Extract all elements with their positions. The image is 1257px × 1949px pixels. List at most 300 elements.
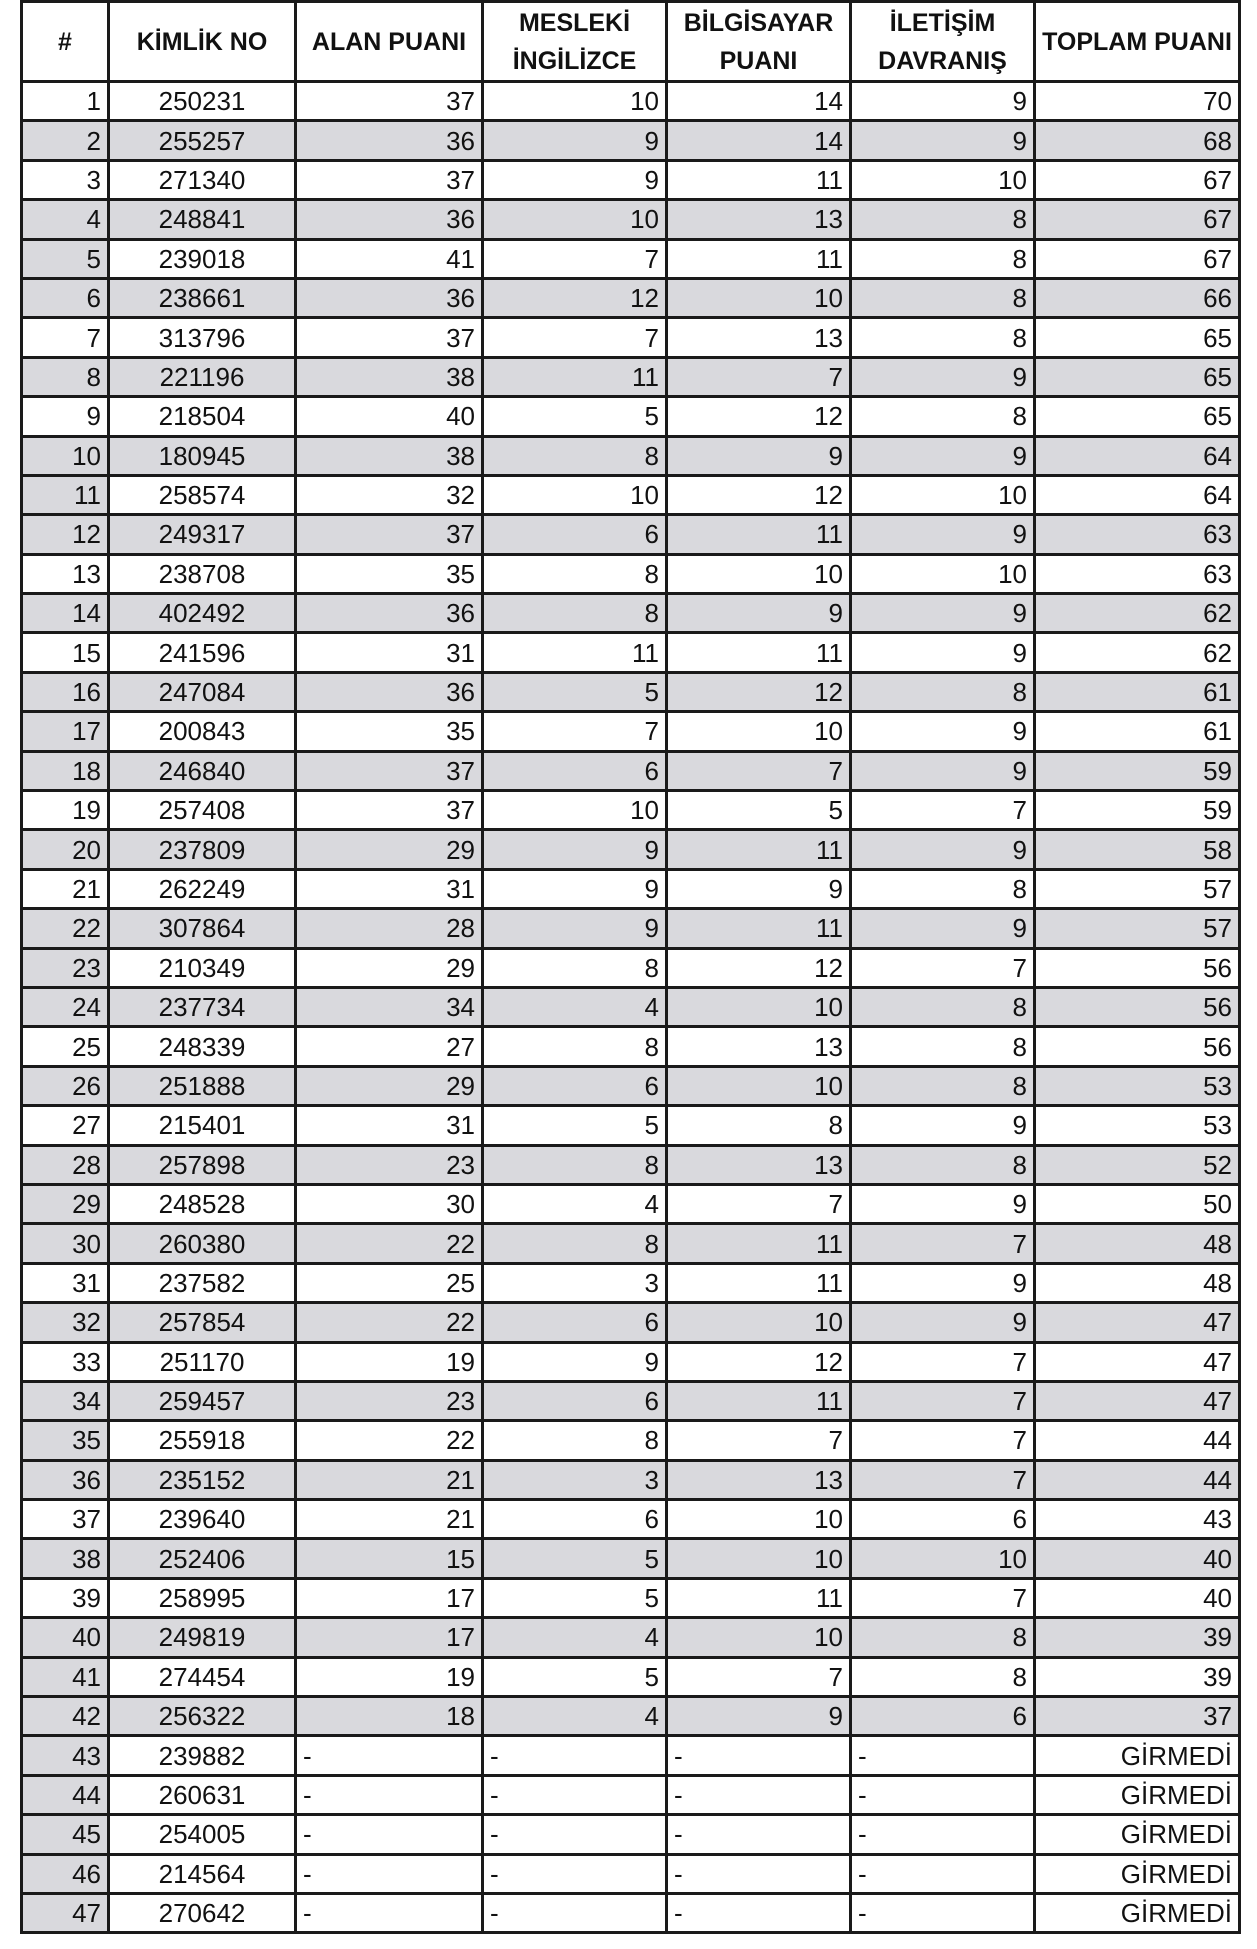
- cell-kimlik-no: 237734: [109, 987, 296, 1026]
- cell-index: 22: [22, 909, 109, 948]
- cell-mesleki-ingilizce: 6: [483, 1303, 667, 1342]
- cell-kimlik-no: 248841: [109, 200, 296, 239]
- cell-alan-puani: 36: [296, 121, 483, 160]
- cell-kimlik-no: 238708: [109, 554, 296, 593]
- cell-kimlik-no: 215401: [109, 1106, 296, 1145]
- cell-kimlik-no: 307864: [109, 909, 296, 948]
- cell-toplam-puani: 58: [1035, 830, 1240, 869]
- cell-index: 27: [22, 1106, 109, 1145]
- cell-mesleki-ingilizce: 8: [483, 594, 667, 633]
- table-row: [22, 357, 1240, 396]
- cell-kimlik-no: 257408: [109, 791, 296, 830]
- cell-kimlik-no: 257898: [109, 1145, 296, 1184]
- table-row: [22, 909, 1240, 948]
- cell-mesleki-ingilizce: 9: [483, 1342, 667, 1381]
- cell-bilgisayar-puani: 11: [667, 160, 851, 199]
- cell-kimlik-no: 274454: [109, 1657, 296, 1696]
- cell-toplam-puani: 62: [1035, 594, 1240, 633]
- cell-bilgisayar-puani: 9: [667, 594, 851, 633]
- cell-iletisim-davranis: 8: [851, 1027, 1035, 1066]
- cell-iletisim-davranis: 9: [851, 633, 1035, 672]
- cell-alan-puani: 36: [296, 200, 483, 239]
- cell-iletisim-davranis: -: [851, 1775, 1035, 1814]
- cell-iletisim-davranis: 9: [851, 712, 1035, 751]
- cell-iletisim-davranis: 9: [851, 909, 1035, 948]
- cell-kimlik-no: 239882: [109, 1736, 296, 1775]
- cell-iletisim-davranis: 9: [851, 357, 1035, 396]
- cell-mesleki-ingilizce: 8: [483, 1421, 667, 1460]
- cell-kimlik-no: 235152: [109, 1460, 296, 1499]
- cell-bilgisayar-puani: 10: [667, 278, 851, 317]
- table-row: [22, 1500, 1240, 1539]
- cell-toplam-puani: 59: [1035, 791, 1240, 830]
- cell-toplam-puani: 44: [1035, 1460, 1240, 1499]
- cell-mesleki-ingilizce: 6: [483, 751, 667, 790]
- cell-alan-puani: 23: [296, 1381, 483, 1420]
- table-row: [22, 1303, 1240, 1342]
- cell-toplam-puani: GİRMEDİ: [1035, 1854, 1240, 1893]
- cell-index: 12: [22, 515, 109, 554]
- cell-toplam-puani: 70: [1035, 82, 1240, 121]
- table-row: [22, 1066, 1240, 1105]
- cell-mesleki-ingilizce: 5: [483, 1657, 667, 1696]
- cell-iletisim-davranis: 7: [851, 1421, 1035, 1460]
- cell-iletisim-davranis: -: [851, 1815, 1035, 1854]
- cell-bilgisayar-puani: -: [667, 1775, 851, 1814]
- cell-toplam-puani: 39: [1035, 1657, 1240, 1696]
- cell-alan-puani: 19: [296, 1342, 483, 1381]
- cell-iletisim-davranis: 8: [851, 200, 1035, 239]
- table-row: [22, 1893, 1240, 1932]
- table-row: [22, 1618, 1240, 1657]
- cell-mesleki-ingilizce: 3: [483, 1263, 667, 1302]
- cell-iletisim-davranis: 9: [851, 1106, 1035, 1145]
- cell-bilgisayar-puani: 13: [667, 318, 851, 357]
- cell-iletisim-davranis: 7: [851, 791, 1035, 830]
- cell-index: 21: [22, 869, 109, 908]
- cell-index: 47: [22, 1893, 109, 1932]
- cell-bilgisayar-puani: 10: [667, 554, 851, 593]
- cell-alan-puani: 15: [296, 1539, 483, 1578]
- cell-index: 25: [22, 1027, 109, 1066]
- header-toplam-puani: TOPLAM PUANI: [1035, 2, 1240, 82]
- cell-bilgisayar-puani: 11: [667, 633, 851, 672]
- cell-alan-puani: 30: [296, 1184, 483, 1223]
- cell-iletisim-davranis: 7: [851, 1342, 1035, 1381]
- cell-kimlik-no: 262249: [109, 869, 296, 908]
- cell-kimlik-no: 250231: [109, 82, 296, 121]
- cell-index: 16: [22, 672, 109, 711]
- cell-bilgisayar-puani: 7: [667, 751, 851, 790]
- cell-bilgisayar-puani: 5: [667, 791, 851, 830]
- cell-bilgisayar-puani: 11: [667, 515, 851, 554]
- cell-kimlik-no: 255918: [109, 1421, 296, 1460]
- cell-mesleki-ingilizce: 8: [483, 1027, 667, 1066]
- cell-alan-puani: 31: [296, 869, 483, 908]
- cell-alan-puani: 37: [296, 751, 483, 790]
- cell-index: 30: [22, 1224, 109, 1263]
- cell-mesleki-ingilizce: 9: [483, 869, 667, 908]
- table-row: [22, 712, 1240, 751]
- cell-kimlik-no: 251170: [109, 1342, 296, 1381]
- cell-bilgisayar-puani: 12: [667, 397, 851, 436]
- cell-toplam-puani: 53: [1035, 1066, 1240, 1105]
- table-row: [22, 1578, 1240, 1617]
- cell-index: 28: [22, 1145, 109, 1184]
- cell-kimlik-no: 200843: [109, 712, 296, 751]
- cell-alan-puani: -: [296, 1815, 483, 1854]
- cell-alan-puani: 21: [296, 1460, 483, 1499]
- cell-toplam-puani: 61: [1035, 712, 1240, 751]
- cell-alan-puani: 17: [296, 1578, 483, 1617]
- cell-index: 24: [22, 987, 109, 1026]
- cell-kimlik-no: 260380: [109, 1224, 296, 1263]
- cell-iletisim-davranis: 9: [851, 436, 1035, 475]
- cell-index: 43: [22, 1736, 109, 1775]
- cell-mesleki-ingilizce: 10: [483, 82, 667, 121]
- cell-mesleki-ingilizce: 7: [483, 318, 667, 357]
- cell-alan-puani: 37: [296, 82, 483, 121]
- cell-index: 45: [22, 1815, 109, 1854]
- cell-bilgisayar-puani: 13: [667, 200, 851, 239]
- cell-mesleki-ingilizce: 5: [483, 1578, 667, 1617]
- cell-iletisim-davranis: 8: [851, 1618, 1035, 1657]
- cell-mesleki-ingilizce: 12: [483, 278, 667, 317]
- cell-bilgisayar-puani: -: [667, 1854, 851, 1893]
- cell-mesleki-ingilizce: 5: [483, 397, 667, 436]
- cell-toplam-puani: 57: [1035, 909, 1240, 948]
- cell-toplam-puani: 59: [1035, 751, 1240, 790]
- cell-toplam-puani: GİRMEDİ: [1035, 1815, 1240, 1854]
- cell-index: 33: [22, 1342, 109, 1381]
- cell-kimlik-no: 248339: [109, 1027, 296, 1066]
- cell-index: 40: [22, 1618, 109, 1657]
- cell-alan-puani: 23: [296, 1145, 483, 1184]
- cell-bilgisayar-puani: 7: [667, 1657, 851, 1696]
- cell-toplam-puani: 47: [1035, 1342, 1240, 1381]
- cell-alan-puani: 19: [296, 1657, 483, 1696]
- cell-toplam-puani: 43: [1035, 1500, 1240, 1539]
- cell-kimlik-no: 252406: [109, 1539, 296, 1578]
- cell-kimlik-no: 239640: [109, 1500, 296, 1539]
- header-alan-puani: ALAN PUANI: [296, 2, 483, 82]
- cell-kimlik-no: 259457: [109, 1381, 296, 1420]
- table-row: [22, 869, 1240, 908]
- cell-toplam-puani: 63: [1035, 515, 1240, 554]
- cell-kimlik-no: 258574: [109, 475, 296, 514]
- cell-mesleki-ingilizce: -: [483, 1815, 667, 1854]
- cell-alan-puani: 38: [296, 436, 483, 475]
- cell-mesleki-ingilizce: 8: [483, 1145, 667, 1184]
- table-row: [22, 397, 1240, 436]
- cell-index: 2: [22, 121, 109, 160]
- cell-mesleki-ingilizce: 6: [483, 1381, 667, 1420]
- cell-bilgisayar-puani: 12: [667, 475, 851, 514]
- cell-alan-puani: 21: [296, 1500, 483, 1539]
- cell-toplam-puani: 61: [1035, 672, 1240, 711]
- cell-alan-puani: 27: [296, 1027, 483, 1066]
- cell-mesleki-ingilizce: 5: [483, 1539, 667, 1578]
- cell-index: 44: [22, 1775, 109, 1814]
- cell-iletisim-davranis: 10: [851, 1539, 1035, 1578]
- cell-alan-puani: 22: [296, 1421, 483, 1460]
- cell-mesleki-ingilizce: -: [483, 1775, 667, 1814]
- cell-toplam-puani: GİRMEDİ: [1035, 1736, 1240, 1775]
- cell-mesleki-ingilizce: 10: [483, 791, 667, 830]
- table-row: [22, 1106, 1240, 1145]
- cell-alan-puani: 22: [296, 1303, 483, 1342]
- cell-index: 6: [22, 278, 109, 317]
- cell-alan-puani: 41: [296, 239, 483, 278]
- cell-alan-puani: 34: [296, 987, 483, 1026]
- cell-index: 20: [22, 830, 109, 869]
- cell-bilgisayar-puani: -: [667, 1893, 851, 1932]
- cell-iletisim-davranis: 8: [851, 869, 1035, 908]
- cell-mesleki-ingilizce: 4: [483, 1697, 667, 1736]
- cell-iletisim-davranis: 9: [851, 515, 1035, 554]
- cell-bilgisayar-puani: 12: [667, 948, 851, 987]
- cell-kimlik-no: 270642: [109, 1893, 296, 1932]
- cell-toplam-puani: 52: [1035, 1145, 1240, 1184]
- cell-iletisim-davranis: 9: [851, 121, 1035, 160]
- cell-kimlik-no: 313796: [109, 318, 296, 357]
- table-row: [22, 1145, 1240, 1184]
- cell-alan-puani: 40: [296, 397, 483, 436]
- cell-kimlik-no: 402492: [109, 594, 296, 633]
- table-row: [22, 1657, 1240, 1696]
- cell-alan-puani: 22: [296, 1224, 483, 1263]
- cell-index: 35: [22, 1421, 109, 1460]
- cell-index: 18: [22, 751, 109, 790]
- cell-toplam-puani: 64: [1035, 475, 1240, 514]
- cell-mesleki-ingilizce: 5: [483, 672, 667, 711]
- table-row: [22, 1775, 1240, 1814]
- cell-bilgisayar-puani: -: [667, 1815, 851, 1854]
- table-row: [22, 1815, 1240, 1854]
- cell-bilgisayar-puani: 10: [667, 1500, 851, 1539]
- cell-bilgisayar-puani: 11: [667, 909, 851, 948]
- cell-iletisim-davranis: 6: [851, 1500, 1035, 1539]
- cell-iletisim-davranis: 9: [851, 1263, 1035, 1302]
- table-row: [22, 1027, 1240, 1066]
- cell-alan-puani: 31: [296, 633, 483, 672]
- cell-kimlik-no: 210349: [109, 948, 296, 987]
- cell-toplam-puani: 63: [1035, 554, 1240, 593]
- cell-toplam-puani: 56: [1035, 948, 1240, 987]
- table-row: [22, 1697, 1240, 1736]
- cell-mesleki-ingilizce: 9: [483, 160, 667, 199]
- header-kimlik-no: KİMLİK NO: [109, 2, 296, 82]
- cell-toplam-puani: 48: [1035, 1224, 1240, 1263]
- cell-bilgisayar-puani: 13: [667, 1145, 851, 1184]
- table-row: [22, 751, 1240, 790]
- cell-toplam-puani: 65: [1035, 397, 1240, 436]
- cell-bilgisayar-puani: 13: [667, 1460, 851, 1499]
- table-body: [22, 82, 1240, 1933]
- cell-bilgisayar-puani: 8: [667, 1106, 851, 1145]
- cell-alan-puani: 25: [296, 1263, 483, 1302]
- cell-iletisim-davranis: 8: [851, 318, 1035, 357]
- cell-bilgisayar-puani: 7: [667, 1184, 851, 1223]
- cell-mesleki-ingilizce: -: [483, 1854, 667, 1893]
- cell-index: 11: [22, 475, 109, 514]
- cell-kimlik-no: 237582: [109, 1263, 296, 1302]
- cell-index: 3: [22, 160, 109, 199]
- cell-bilgisayar-puani: 11: [667, 1578, 851, 1617]
- cell-toplam-puani: 68: [1035, 121, 1240, 160]
- cell-mesleki-ingilizce: 8: [483, 554, 667, 593]
- cell-bilgisayar-puani: 9: [667, 1697, 851, 1736]
- table-row: [22, 672, 1240, 711]
- cell-kimlik-no: 221196: [109, 357, 296, 396]
- cell-index: 26: [22, 1066, 109, 1105]
- cell-toplam-puani: 62: [1035, 633, 1240, 672]
- cell-toplam-puani: 65: [1035, 357, 1240, 396]
- table-row: [22, 1539, 1240, 1578]
- cell-index: 36: [22, 1460, 109, 1499]
- cell-toplam-puani: 53: [1035, 1106, 1240, 1145]
- cell-index: 29: [22, 1184, 109, 1223]
- cell-toplam-puani: GİRMEDİ: [1035, 1775, 1240, 1814]
- cell-mesleki-ingilizce: -: [483, 1893, 667, 1932]
- cell-bilgisayar-puani: 11: [667, 1224, 851, 1263]
- table-row: [22, 121, 1240, 160]
- table-row: [22, 1736, 1240, 1775]
- cell-index: 19: [22, 791, 109, 830]
- cell-bilgisayar-puani: 10: [667, 712, 851, 751]
- cell-index: 5: [22, 239, 109, 278]
- table-row: [22, 515, 1240, 554]
- cell-alan-puani: 28: [296, 909, 483, 948]
- cell-index: 32: [22, 1303, 109, 1342]
- cell-iletisim-davranis: 7: [851, 1381, 1035, 1420]
- cell-alan-puani: 36: [296, 594, 483, 633]
- table-row: [22, 82, 1240, 121]
- cell-iletisim-davranis: 7: [851, 1460, 1035, 1499]
- cell-kimlik-no: 249317: [109, 515, 296, 554]
- table-row: [22, 791, 1240, 830]
- cell-alan-puani: 17: [296, 1618, 483, 1657]
- cell-toplam-puani: 50: [1035, 1184, 1240, 1223]
- table-row: [22, 160, 1240, 199]
- table-row: [22, 475, 1240, 514]
- cell-mesleki-ingilizce: 11: [483, 357, 667, 396]
- cell-mesleki-ingilizce: 7: [483, 239, 667, 278]
- cell-toplam-puani: 37: [1035, 1697, 1240, 1736]
- cell-index: 34: [22, 1381, 109, 1420]
- cell-alan-puani: 31: [296, 1106, 483, 1145]
- cell-toplam-puani: 56: [1035, 1027, 1240, 1066]
- cell-index: 8: [22, 357, 109, 396]
- cell-toplam-puani: 47: [1035, 1381, 1240, 1420]
- table-row: [22, 436, 1240, 475]
- cell-iletisim-davranis: 9: [851, 82, 1035, 121]
- cell-mesleki-ingilizce: 4: [483, 1618, 667, 1657]
- cell-iletisim-davranis: 9: [851, 1303, 1035, 1342]
- cell-toplam-puani: 40: [1035, 1578, 1240, 1617]
- cell-iletisim-davranis: 9: [851, 1184, 1035, 1223]
- cell-bilgisayar-puani: 10: [667, 1539, 851, 1578]
- cell-kimlik-no: 247084: [109, 672, 296, 711]
- cell-bilgisayar-puani: 11: [667, 830, 851, 869]
- cell-kimlik-no: 256322: [109, 1697, 296, 1736]
- cell-bilgisayar-puani: 9: [667, 869, 851, 908]
- cell-bilgisayar-puani: 10: [667, 987, 851, 1026]
- cell-kimlik-no: 214564: [109, 1854, 296, 1893]
- cell-toplam-puani: 56: [1035, 987, 1240, 1026]
- cell-alan-puani: 29: [296, 948, 483, 987]
- cell-iletisim-davranis: 8: [851, 1657, 1035, 1696]
- cell-mesleki-ingilizce: 9: [483, 830, 667, 869]
- cell-mesleki-ingilizce: 10: [483, 200, 667, 239]
- cell-mesleki-ingilizce: 5: [483, 1106, 667, 1145]
- header-bilgisayar-puani: BİLGİSAYAR PUANI: [667, 2, 851, 82]
- cell-alan-puani: 18: [296, 1697, 483, 1736]
- table-row: [22, 830, 1240, 869]
- cell-kimlik-no: 180945: [109, 436, 296, 475]
- table-row: [22, 948, 1240, 987]
- cell-kimlik-no: 238661: [109, 278, 296, 317]
- cell-iletisim-davranis: 9: [851, 594, 1035, 633]
- cell-kimlik-no: 248528: [109, 1184, 296, 1223]
- cell-index: 10: [22, 436, 109, 475]
- cell-index: 7: [22, 318, 109, 357]
- cell-index: 37: [22, 1500, 109, 1539]
- cell-bilgisayar-puani: 10: [667, 1618, 851, 1657]
- cell-mesleki-ingilizce: 10: [483, 475, 667, 514]
- cell-toplam-puani: 65: [1035, 318, 1240, 357]
- cell-kimlik-no: 258995: [109, 1578, 296, 1617]
- cell-mesleki-ingilizce: 7: [483, 712, 667, 751]
- cell-toplam-puani: 48: [1035, 1263, 1240, 1302]
- cell-mesleki-ingilizce: 6: [483, 515, 667, 554]
- cell-bilgisayar-puani: 14: [667, 121, 851, 160]
- cell-toplam-puani: 64: [1035, 436, 1240, 475]
- cell-kimlik-no: 249819: [109, 1618, 296, 1657]
- cell-alan-puani: 37: [296, 160, 483, 199]
- cell-iletisim-davranis: 8: [851, 672, 1035, 711]
- cell-alan-puani: 37: [296, 318, 483, 357]
- cell-mesleki-ingilizce: 6: [483, 1500, 667, 1539]
- cell-alan-puani: 35: [296, 712, 483, 751]
- cell-kimlik-no: 260631: [109, 1775, 296, 1814]
- cell-index: 42: [22, 1697, 109, 1736]
- cell-index: 41: [22, 1657, 109, 1696]
- cell-toplam-puani: 44: [1035, 1421, 1240, 1460]
- table-row: [22, 1342, 1240, 1381]
- cell-index: 15: [22, 633, 109, 672]
- cell-iletisim-davranis: 8: [851, 239, 1035, 278]
- cell-bilgisayar-puani: 10: [667, 1066, 851, 1105]
- cell-iletisim-davranis: -: [851, 1893, 1035, 1932]
- cell-mesleki-ingilizce: -: [483, 1736, 667, 1775]
- cell-bilgisayar-puani: -: [667, 1736, 851, 1775]
- cell-index: 38: [22, 1539, 109, 1578]
- table-row: [22, 200, 1240, 239]
- cell-mesleki-ingilizce: 3: [483, 1460, 667, 1499]
- cell-alan-puani: 35: [296, 554, 483, 593]
- table-row: [22, 1184, 1240, 1223]
- cell-kimlik-no: 251888: [109, 1066, 296, 1105]
- header-mesleki-ingilizce: MESLEKİ İNGİLİZCE: [483, 2, 667, 82]
- cell-alan-puani: 37: [296, 515, 483, 554]
- cell-index: 31: [22, 1263, 109, 1302]
- cell-alan-puani: 38: [296, 357, 483, 396]
- cell-index: 13: [22, 554, 109, 593]
- table-row: [22, 278, 1240, 317]
- cell-bilgisayar-puani: 12: [667, 672, 851, 711]
- cell-iletisim-davranis: 8: [851, 1145, 1035, 1184]
